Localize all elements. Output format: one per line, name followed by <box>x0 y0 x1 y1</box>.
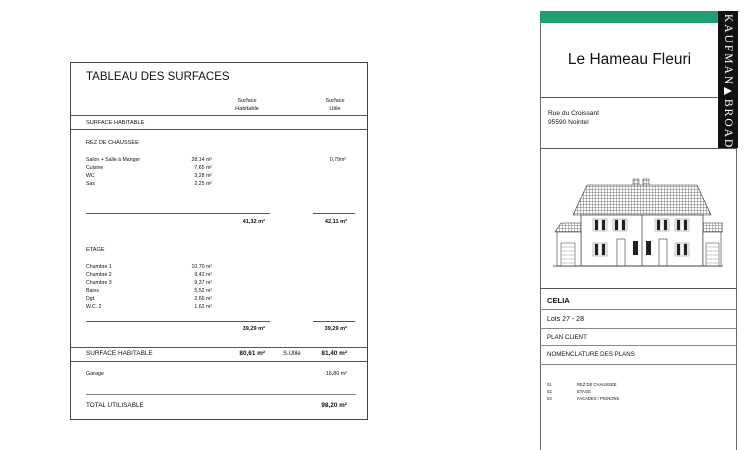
table-title: TABLEAU DES SURFACES <box>86 71 230 83</box>
title-block <box>540 11 737 450</box>
subtotal-line <box>86 213 270 214</box>
etage-total-utile: 39,29 m² <box>324 326 347 332</box>
plan-label: ETAGE <box>577 389 591 394</box>
plan-label: FACADES / PIGNONS <box>577 396 620 401</box>
divider <box>71 361 367 362</box>
room-utile: 0,79m² <box>329 157 346 163</box>
list-item <box>547 396 727 403</box>
room-name: Cuisine <box>86 165 104 171</box>
divider <box>540 288 737 289</box>
total-label: TOTAL UTILISABLE <box>86 402 144 409</box>
room-area: 1,62 m² <box>194 304 212 310</box>
room-area: 5,52 m² <box>194 288 212 294</box>
etage-total-habitable: 39,29 m² <box>242 326 265 332</box>
plan-number: 03 <box>547 396 552 401</box>
list-item <box>86 164 356 172</box>
rdc-total-utile: 42,11 m² <box>324 219 347 225</box>
col-header-habitable: Surface Habitable <box>235 98 259 113</box>
section-label: SURFACE HABITABLE <box>86 120 145 126</box>
divider <box>540 328 737 329</box>
room-area: 9,42 m² <box>194 272 212 278</box>
brand-text-1: KAUFMAN <box>722 14 734 87</box>
lots: Lots 27 - 28 <box>547 316 584 323</box>
list-item <box>86 279 356 287</box>
brand-logo <box>718 11 738 148</box>
divider <box>71 347 367 348</box>
address-line-1: Rue du Croissant <box>548 110 599 117</box>
model-name: CELIA <box>547 296 570 305</box>
room-area: 28,14 m² <box>191 157 212 163</box>
room-area: 9,37 m² <box>194 280 212 286</box>
divider <box>71 115 367 116</box>
room-area: 3,28 m² <box>194 173 212 179</box>
list-item <box>86 180 356 188</box>
room-name: WC <box>86 173 95 179</box>
list-item <box>86 263 356 271</box>
rdc-total-habitable: 41,32 m² <box>242 219 265 225</box>
divider <box>540 345 737 346</box>
divider <box>540 148 737 149</box>
divider <box>540 309 737 310</box>
list-item <box>86 303 356 311</box>
divider <box>86 394 356 395</box>
subtotal-line <box>86 321 270 322</box>
room-name: Salon + Salle à Manger <box>86 157 141 163</box>
plan-label: REZ DE CHAUSSEE <box>577 382 617 387</box>
summary-habitable: 80,61 m² <box>239 350 265 357</box>
room-name: Bains <box>86 288 99 294</box>
room-area: 2,66 m² <box>194 296 212 302</box>
address <box>548 109 599 128</box>
surface-table <box>70 62 368 420</box>
address-line-2: 95590 Nointel <box>548 119 589 127</box>
accent-bar <box>540 11 718 23</box>
list-item <box>86 295 356 303</box>
list-item <box>547 382 727 389</box>
list-item <box>86 156 356 164</box>
etage-title: ETAGE <box>86 247 105 253</box>
nomenclature-title: NOMENCLATURE DES PLANS <box>547 351 635 358</box>
plan-number: 01 <box>547 382 552 387</box>
list-item <box>86 287 356 295</box>
triangle-icon <box>723 86 733 96</box>
room-area: 10,70 m² <box>191 264 212 270</box>
facade-drawing <box>553 177 723 267</box>
divider <box>71 129 367 130</box>
summary-label: SURFACE HABITABLE <box>86 350 153 357</box>
room-name: Sas <box>86 181 95 187</box>
rdc-room-list <box>86 156 356 188</box>
divider <box>541 97 718 98</box>
subtotal-line <box>313 213 355 214</box>
list-item <box>86 271 356 279</box>
etage-room-list <box>86 263 356 311</box>
plan-number: 02 <box>547 389 552 394</box>
garage-label: Garage <box>86 371 104 377</box>
room-name: Dgt. <box>86 296 96 302</box>
brand-text-2: BROAD <box>722 99 734 150</box>
rdc-title: REZ DE CHAUSSEE <box>86 140 139 146</box>
project-name: Le Hameau Fleuri <box>567 51 692 68</box>
plan-type: PLAN CLIENT <box>547 334 587 341</box>
total-value: 98,20 m² <box>321 402 347 409</box>
room-name: Chambre 3 <box>86 280 112 286</box>
room-name: W.C. 2 <box>86 304 102 310</box>
col-header-utile: Surface Utile <box>325 98 345 113</box>
room-name: Chambre 2 <box>86 272 112 278</box>
room-area: 7,65 m² <box>194 165 212 171</box>
garage-value: 16,80 m² <box>325 371 347 377</box>
subtotal-line <box>313 321 355 322</box>
list-item <box>547 389 727 396</box>
plan-list <box>547 382 727 403</box>
summary-utile-label: S.Utile <box>283 351 301 357</box>
room-area: 2,25 m² <box>194 181 212 187</box>
divider <box>540 364 737 365</box>
room-name: Chambre 1 <box>86 264 112 270</box>
summary-utile: 81,40 m² <box>321 350 347 357</box>
list-item <box>86 172 356 180</box>
